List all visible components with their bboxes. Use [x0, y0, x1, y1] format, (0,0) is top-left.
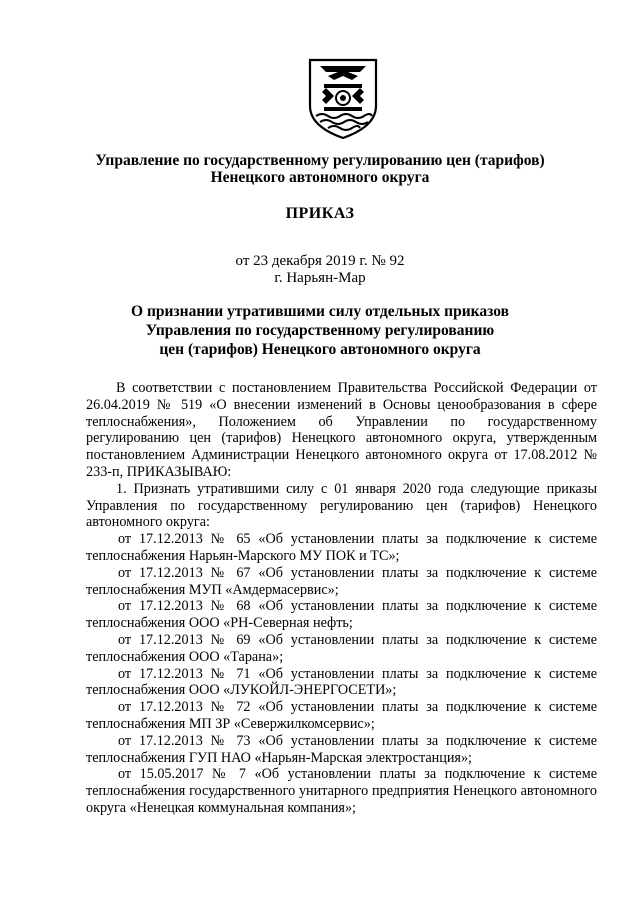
org-line-2: Ненецкого автономного округа — [210, 169, 430, 186]
list-item: от 17.12.2013 № 68 «Об установлении платы за подключение к системе теплоснабжения ООО «РН-Северная нефть; — [86, 598, 597, 632]
list-item: от 17.12.2013 № 69 «Об установлении платы за подключение к системе теплоснабжения ООО «Тарана»; — [86, 631, 597, 665]
order-date: от 23 декабря 2019 г. № 92 — [235, 253, 405, 269]
list-item: от 15.05.2017 № 7 «Об установлении платы за подключение к системе теплоснабжения государственного унитарного предприятия Ненецкого автономного округа «Ненецкая коммунальная компания»; — [86, 766, 597, 816]
document-type: ПРИКАЗ — [285, 205, 355, 222]
order-subject — [0, 302, 640, 359]
subject-line-3: цен (тарифов) Ненецкого автономного округа — [159, 341, 481, 358]
date-and-place — [0, 253, 640, 287]
order-city: г. Нарьян-Мар — [274, 270, 366, 286]
org-line-1: Управление по государственному регулированию цен (тарифов) — [95, 152, 545, 169]
list-item: от 17.12.2013 № 72 «Об установлении платы за подключение к системе теплоснабжения МП ЗР «Севержилкомсервис»; — [86, 699, 597, 732]
organization-name — [0, 152, 640, 186]
coat-of-arms-icon — [300, 54, 386, 140]
subject-line-2: Управления по государственному регулированию — [145, 322, 495, 339]
list-item: от 17.12.2013 № 65 «Об установлении платы за подключение к системе теплоснабжения Нарьян-Марского МУ ПОК и ТС»; — [86, 531, 597, 564]
list-item: от 17.12.2013 № 67 «Об установлении платы за подключение к системе теплоснабжения МУП «Амдермасервис»; — [86, 564, 597, 598]
order-body — [86, 380, 597, 817]
point-1-paragraph: 1. Признать утратившими силу с 01 января 2020 года следующие приказы Управления по государственному регулированию цен (тарифов) Ненецкого автономного округа: — [86, 480, 597, 531]
subject-line-1: О признании утратившими силу отдельных приказов — [131, 303, 509, 320]
list-item: от 17.12.2013 № 71 «Об установлении платы за подключение к системе теплоснабжения ООО «ЛУКОЙЛ-ЭНЕРГОСЕТИ»; — [86, 665, 597, 699]
preamble-paragraph: В соответствии с постановлением Правительства Российской Федерации от 26.04.2019 № 519 «О внесении изменений в Основы ценообразования в сфере теплоснабжения», Положением об Управлении по государственному регулированию цен (тарифов) Ненецкого автономного округа, утвержденным постановлением Администрации Ненецкого автономного округа от 17.08.2012 № 233-п, ПРИКАЗЫВАЮ: — [86, 380, 597, 480]
list-item: от 17.12.2013 № 73 «Об установлении платы за подключение к системе теплоснабжения ГУП НАО «Нарьян-Марская электростанция»; — [86, 732, 597, 766]
